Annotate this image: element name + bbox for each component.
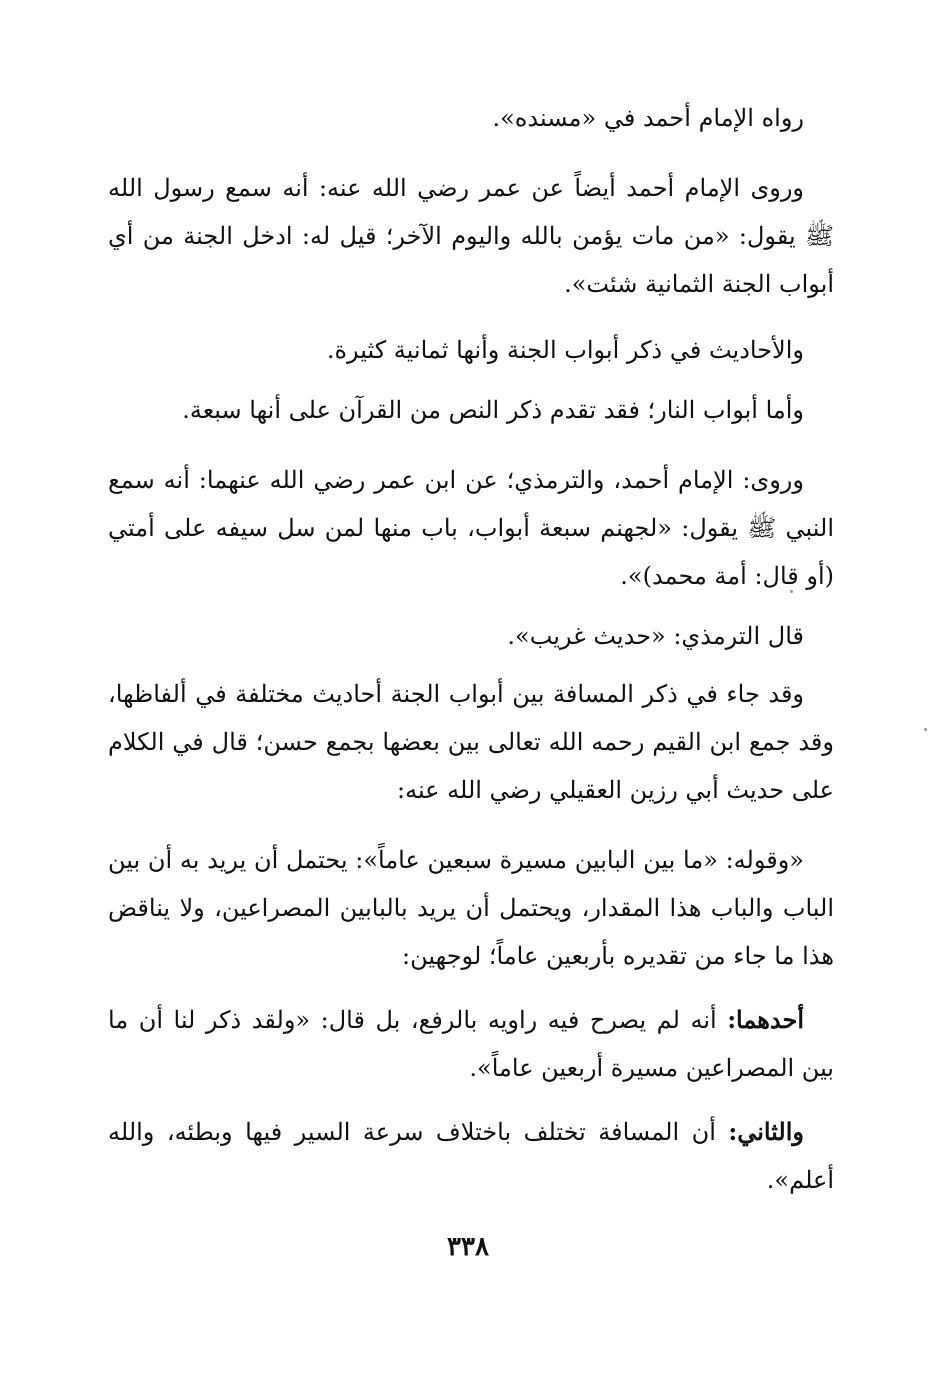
second-reason-text: أن المسافة تختلف باختلاف سرعة السير فيها وبطئه، والله أعلم».: [108, 1118, 834, 1194]
paragraph-text: وقد جاء في ذكر المسافة بين أبواب الجنة أحاديث مختلفة في ألفاظها، وقد جمع ابن القيم رحمه الله تعالى بين بعضها بجمع حسن؛ قال في الكلام على حديث أبي رزين العقيلي رضي الله عنه:: [108, 680, 834, 804]
paragraph-gates-fire: [108, 386, 834, 434]
paragraph-text: والأحاديث في ذكر أبواب الجنة وأنها ثمانية كثيرة.: [326, 336, 804, 364]
paragraph-text: «وقوله: «ما بين البابين مسيرة سبعين عاماً»: يحتمل أن يريد به أن بين الباب والباب هذا المقدار، ويحتمل أن يريد بالبابين المصراعين، ولا يناقض هذا ما جاء من تقديره بأربعين عاماً؛ لوجهين:: [108, 846, 834, 970]
first-reason-label: أحدهما:: [727, 1005, 804, 1034]
paragraph-text: قال الترمذي: «حديث غريب».: [507, 622, 804, 650]
paragraph-distance: [108, 670, 834, 814]
paragraph-text: رواه الإمام أحمد في «مسنده».: [492, 104, 804, 132]
paragraph-text: وأما أبواب النار؛ فقد تقدم ذكر النص من القرآن على أنها سبعة.: [182, 396, 804, 424]
scan-speck: [924, 728, 927, 731]
paragraph-first-reason: [108, 996, 834, 1092]
paragraph-text: وروى: الإمام أحمد، والترمذي؛ عن ابن عمر رضي الله عنهما: أنه سمع النبي ﷺ يقول: «لجهنم سبعة أبواب، باب منها لمن سل سيفه على أمتي (أو قال: أمة محمد)».: [108, 466, 834, 590]
paragraph-ibn-umar-hadith: [108, 456, 834, 600]
page-number: ٣٣٨: [447, 1232, 489, 1262]
paragraph-second-reason: [108, 1108, 834, 1204]
first-reason-text: أنه لم يصرح فيه راويه بالرفع، بل قال: «ولقد ذكر لنا أن ما بين المصراعين مسيرة أربعين عاماً».: [108, 1006, 834, 1082]
paragraph-umar-hadith: [108, 164, 834, 308]
scan-speck: [790, 590, 793, 593]
paragraph-ibn-qayyim-quote: [108, 836, 834, 980]
second-reason-label: والثاني:: [728, 1117, 804, 1146]
paragraph-text: وروى الإمام أحمد أيضاً عن عمر رضي الله عنه: أنه سمع رسول الله ﷺ يقول: «من مات يؤمن بالله واليوم الآخر؛ قيل له: ادخل الجنة من أي أبواب الجنة الثمانية شئت».: [108, 174, 834, 298]
paragraph-tirmidhi: [108, 612, 834, 660]
paragraph-musnad: [108, 94, 834, 142]
paragraph-gates-paradise: [108, 326, 834, 374]
